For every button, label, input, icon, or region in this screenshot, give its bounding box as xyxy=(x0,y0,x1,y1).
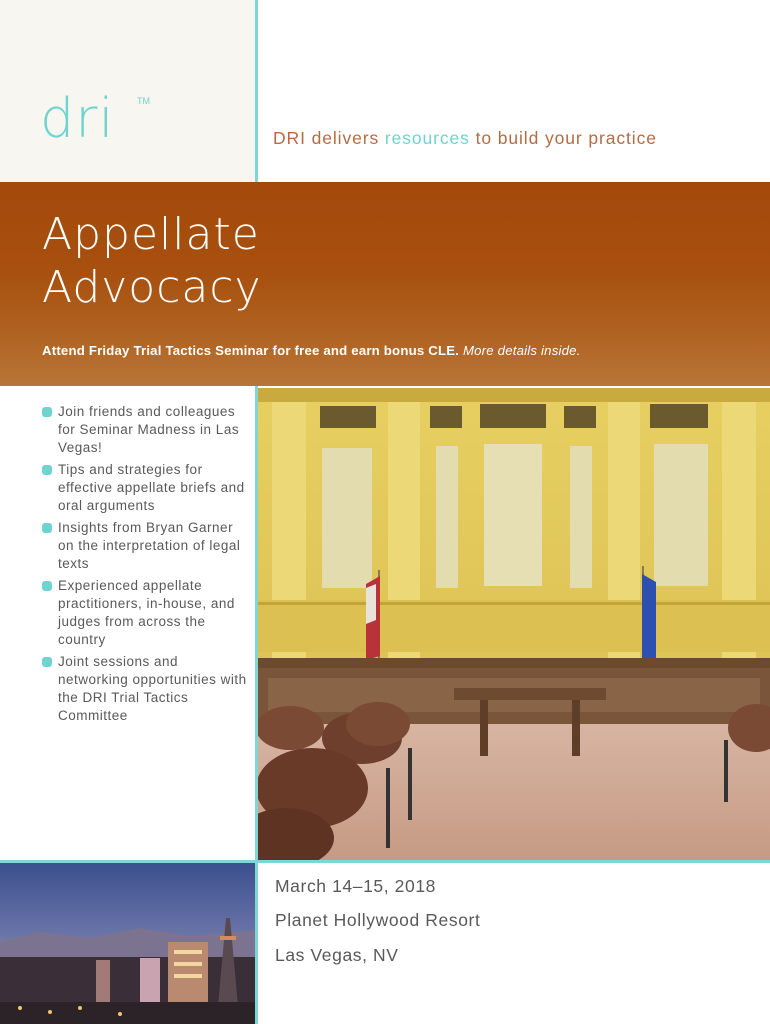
bullet-icon xyxy=(42,523,52,533)
tagline xyxy=(273,128,657,149)
bullet-icon xyxy=(42,657,52,667)
divider-vertical-top xyxy=(255,0,258,182)
banner-subtitle xyxy=(42,343,581,358)
list-item xyxy=(42,461,247,515)
tagline-prefix: DRI delivers xyxy=(273,128,385,148)
courtroom-photo xyxy=(258,388,770,860)
list-item-text: Insights from Bryan Garner on the interpretation of legal texts xyxy=(58,520,241,571)
title-line-2: Advocacy xyxy=(42,262,262,313)
divider-horizontal xyxy=(0,860,770,863)
bullet-icon xyxy=(42,581,52,591)
las-vegas-photo xyxy=(0,862,256,1024)
header-panel xyxy=(0,0,256,182)
list-item-text: Tips and strategies for effective appellate briefs and oral arguments xyxy=(58,462,245,513)
bullet-icon xyxy=(42,465,52,475)
list-item-text: Experienced appellate practitioners, in-house, and judges from across the country xyxy=(58,578,235,647)
dri-logo: dri xyxy=(40,87,115,150)
list-item-text: Joint sessions and networking opportunities with the DRI Trial Tactics Committee xyxy=(58,654,247,723)
trademark-mark: TM xyxy=(137,96,150,106)
list-item xyxy=(42,403,247,457)
event-dates: March 14–15, 2018 xyxy=(275,876,437,896)
list-item xyxy=(42,653,247,725)
event-venue: Planet Hollywood Resort xyxy=(275,910,481,930)
list-item xyxy=(42,519,247,573)
tagline-suffix: to build your practice xyxy=(469,128,657,148)
title-line-1: Appellate xyxy=(42,209,260,260)
subtitle-italic: More details inside. xyxy=(462,343,581,358)
divider-vertical-bottom xyxy=(255,386,258,1024)
list-item-text: Join friends and colleagues for Seminar Madness in Las Vegas! xyxy=(58,404,240,455)
feature-list xyxy=(42,403,247,729)
list-item xyxy=(42,577,247,649)
bullet-icon xyxy=(42,407,52,417)
page-title xyxy=(42,208,262,314)
subtitle-bold: Attend Friday Trial Tactics Seminar for free and earn bonus CLE. xyxy=(42,343,460,358)
tagline-highlight: resources xyxy=(384,128,470,148)
event-city: Las Vegas, NV xyxy=(275,945,399,965)
